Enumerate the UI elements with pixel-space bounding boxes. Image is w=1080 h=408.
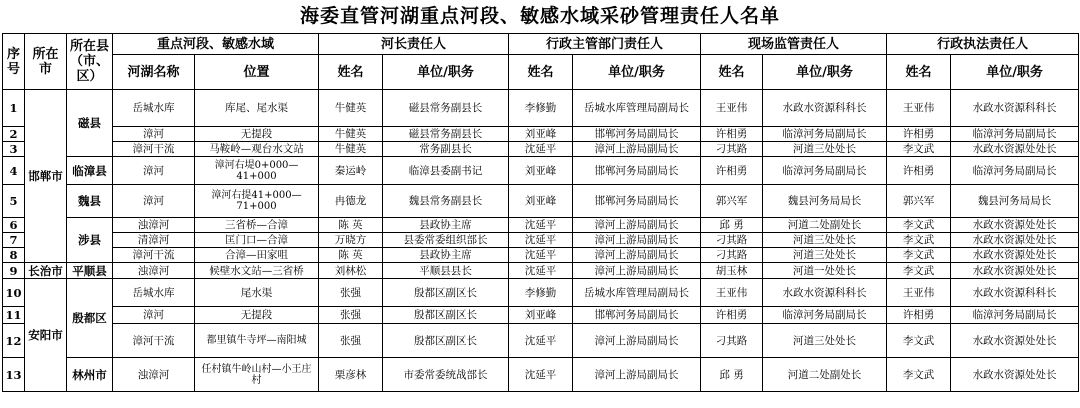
cell-seq: 9: [3, 263, 25, 279]
cell-location: 都里镇牛寺坪—南阳城: [195, 324, 319, 358]
cell-location: 尾水渠: [195, 279, 319, 307]
cell-admin-unit: 邯郸河务局副局长: [573, 127, 701, 142]
cell-enforce-name: 李文武: [887, 248, 951, 263]
cell-admin-unit: 岳城水库管理局副局长: [573, 279, 701, 307]
table-row: [3, 233, 1079, 248]
cell-seq: 1: [3, 90, 25, 127]
cell-enforce-unit: 临漳河务局副局长: [951, 127, 1079, 142]
cell-chief-name: 张强: [319, 279, 383, 307]
cell-admin-name: 沈延平: [509, 324, 573, 358]
cell-seq: 8: [3, 248, 25, 263]
table-row: [3, 248, 1079, 263]
cell-enforce-unit: 水政水资源处处长: [951, 142, 1079, 157]
cell-enforce-name: 许相勇: [887, 127, 951, 142]
cell-chief-name: 牛健英: [319, 90, 383, 127]
cell-location: 漳河右提41+000—71+000: [195, 185, 319, 218]
cell-chief-unit: 魏县常务副县长: [383, 185, 509, 218]
cell-enforce-name: 王亚伟: [887, 90, 951, 127]
cell-location: 漳河右堤0+000—41+000: [195, 157, 319, 185]
header-group-chief: 河长责任人: [319, 34, 509, 55]
cell-site-unit: 临漳河务局副局长: [763, 127, 887, 142]
cell-site-unit: 魏县河务局局长: [763, 185, 887, 218]
table-row: [3, 324, 1079, 358]
header-enforce-unit: 单位/职务: [951, 55, 1079, 90]
cell-enforce-name: 许相勇: [887, 307, 951, 324]
cell-admin-unit: 漳河上游局副局长: [573, 324, 701, 358]
cell-admin-name: 沈延平: [509, 233, 573, 248]
cell-location: 库尾、尾水渠: [195, 90, 319, 127]
cell-site-name: 胡玉林: [701, 263, 763, 279]
responsibility-table: [2, 33, 1079, 392]
cell-enforce-unit: 水政水资源处处长: [951, 233, 1079, 248]
cell-county: 临漳县: [67, 157, 113, 185]
cell-river: 浊漳河: [113, 218, 195, 233]
cell-seq: 2: [3, 127, 25, 142]
header-city: 所在市: [25, 34, 67, 90]
cell-site-name: 许相勇: [701, 307, 763, 324]
table-row: [3, 127, 1079, 142]
cell-enforce-name: 李文武: [887, 233, 951, 248]
cell-site-name: 许相勇: [701, 127, 763, 142]
cell-enforce-name: 郭兴军: [887, 185, 951, 218]
cell-site-name: 刁其路: [701, 324, 763, 358]
cell-chief-unit: 平顺县县长: [383, 263, 509, 279]
cell-site-unit: 河道三处处长: [763, 233, 887, 248]
cell-enforce-unit: 临漳河务局副局长: [951, 157, 1079, 185]
cell-site-unit: 河道二处副处长: [763, 358, 887, 392]
header-group-enforce: 行政执法责任人: [887, 34, 1079, 55]
cell-seq: 12: [3, 324, 25, 358]
cell-chief-unit: 磁县常务副县长: [383, 127, 509, 142]
cell-enforce-unit: 水政水资源处处长: [951, 324, 1079, 358]
cell-admin-name: 沈延平: [509, 263, 573, 279]
cell-site-name: 刁其路: [701, 142, 763, 157]
cell-river: 岳城水库: [113, 279, 195, 307]
cell-county: 涉县: [67, 218, 113, 263]
table-row: [3, 218, 1079, 233]
cell-enforce-name: 李文武: [887, 324, 951, 358]
page-title: 海委直管河湖重点河段、敏感水域采砂管理责任人名单: [299, 5, 780, 27]
cell-location: 无提段: [195, 127, 319, 142]
cell-admin-unit: 漳河上游局副局长: [573, 358, 701, 392]
cell-chief-name: 秦运岭: [319, 157, 383, 185]
cell-seq: 11: [3, 307, 25, 324]
cell-site-name: 王亚伟: [701, 279, 763, 307]
table-row: [3, 279, 1079, 307]
cell-river: 漳河: [113, 157, 195, 185]
cell-site-unit: 河道二处副处长: [763, 218, 887, 233]
cell-seq: 6: [3, 218, 25, 233]
cell-admin-name: 沈延平: [509, 142, 573, 157]
cell-chief-unit: 殷都区副区长: [383, 324, 509, 358]
cell-site-unit: 河道三处处长: [763, 142, 887, 157]
table-row: [3, 157, 1079, 185]
cell-admin-name: 刘亚峰: [509, 185, 573, 218]
header-admin-name: 姓名: [509, 55, 573, 90]
cell-admin-name: 沈延平: [509, 218, 573, 233]
cell-admin-name: 刘亚峰: [509, 127, 573, 142]
cell-admin-unit: 漳河上游局副局长: [573, 142, 701, 157]
cell-enforce-unit: 水政水资源处处长: [951, 218, 1079, 233]
cell-river: 浊漳河: [113, 358, 195, 392]
cell-river: 清漳河: [113, 233, 195, 248]
cell-site-name: 郭兴军: [701, 185, 763, 218]
cell-river: 漳河干流: [113, 324, 195, 358]
cell-admin-name: 李修勤: [509, 279, 573, 307]
cell-enforce-name: 李文武: [887, 263, 951, 279]
cell-chief-unit: 县委常委组织部长: [383, 233, 509, 248]
header-site-name: 姓名: [701, 55, 763, 90]
header-group-site: 现场监管责任人: [701, 34, 887, 55]
cell-site-unit: 河道三处处长: [763, 324, 887, 358]
header-site-unit: 单位/职务: [763, 55, 887, 90]
cell-site-unit: 水政水资源科科长: [763, 279, 887, 307]
cell-seq: 10: [3, 279, 25, 307]
cell-admin-name: 李修勤: [509, 90, 573, 127]
cell-site-name: 王亚伟: [701, 90, 763, 127]
cell-enforce-unit: 水政水资源科科长: [951, 279, 1079, 307]
cell-admin-name: 沈延平: [509, 358, 573, 392]
cell-site-name: 许相勇: [701, 157, 763, 185]
cell-admin-name: 刘亚峰: [509, 157, 573, 185]
cell-seq: 4: [3, 157, 25, 185]
cell-seq: 3: [3, 142, 25, 157]
cell-river: 漳河: [113, 127, 195, 142]
cell-river: 岳城水库: [113, 90, 195, 127]
cell-admin-unit: 邯郸河务局副局长: [573, 307, 701, 324]
cell-site-unit: 水政水资源科科长: [763, 90, 887, 127]
cell-admin-unit: 漳河上游局副局长: [573, 233, 701, 248]
cell-enforce-name: 李文武: [887, 358, 951, 392]
table-row: [3, 358, 1079, 392]
cell-enforce-unit: 水政水资源处处长: [951, 358, 1079, 392]
cell-site-unit: 河道三处处长: [763, 248, 887, 263]
header-group-river: 重点河段、敏感水域: [113, 34, 319, 55]
cell-chief-unit: 磁县常务副县长: [383, 90, 509, 127]
cell-site-name: 刁其路: [701, 248, 763, 263]
cell-chief-name: 万晓方: [319, 233, 383, 248]
cell-river: 漳河干流: [113, 248, 195, 263]
cell-enforce-unit: 水政水资源处处长: [951, 248, 1079, 263]
cell-chief-name: 张强: [319, 324, 383, 358]
table-body: [3, 90, 1079, 392]
table-row: [3, 90, 1079, 127]
cell-county: 磁县: [67, 90, 113, 157]
cell-chief-name: 牛健英: [319, 127, 383, 142]
header-seq: 序号: [3, 34, 25, 90]
cell-chief-name: 张强: [319, 307, 383, 324]
cell-admin-unit: 岳城水库管理局副局长: [573, 90, 701, 127]
cell-location: 合漳—田家咀: [195, 248, 319, 263]
cell-admin-name: 刘亚峰: [509, 307, 573, 324]
header-location: 位置: [195, 55, 319, 90]
cell-location: 三省桥—合漳: [195, 218, 319, 233]
header-group-admin: 行政主管部门责任人: [509, 34, 701, 55]
table-row: [3, 263, 1079, 279]
cell-site-unit: 临漳河务局副局长: [763, 157, 887, 185]
cell-river: 漳河: [113, 185, 195, 218]
cell-enforce-unit: 临漳河务局副局长: [951, 307, 1079, 324]
cell-location: 任村镇牛岭山村—小王庄村: [195, 358, 319, 392]
cell-enforce-name: 李文武: [887, 218, 951, 233]
header-chief-unit: 单位/职务: [383, 55, 509, 90]
cell-county: 平顺县: [67, 263, 113, 279]
header-admin-unit: 单位/职务: [573, 55, 701, 90]
cell-chief-unit: 殷都区副区长: [383, 279, 509, 307]
table-row: [3, 185, 1079, 218]
cell-site-name: 邱 勇: [701, 358, 763, 392]
cell-admin-name: 沈延平: [509, 248, 573, 263]
cell-site-name: 邱 勇: [701, 218, 763, 233]
cell-river: 漳河: [113, 307, 195, 324]
cell-county: 殷都区: [67, 279, 113, 358]
cell-location: 候壁水文站—三省桥: [195, 263, 319, 279]
header-enforce-name: 姓名: [887, 55, 951, 90]
cell-location: 无提段: [195, 307, 319, 324]
cell-seq: 13: [3, 358, 25, 392]
cell-chief-unit: 殷都区副区长: [383, 307, 509, 324]
cell-admin-unit: 漳河上游局副局长: [573, 248, 701, 263]
cell-enforce-name: 李文武: [887, 142, 951, 157]
cell-city: 安阳市: [25, 279, 67, 392]
cell-site-unit: 临漳河务局副局长: [763, 307, 887, 324]
cell-county: 林州市: [67, 358, 113, 392]
cell-admin-unit: 漳河上游局副局长: [573, 218, 701, 233]
cell-county: 魏县: [67, 185, 113, 218]
cell-location: 马鞍岭—观台水文站: [195, 142, 319, 157]
table-row: [3, 142, 1079, 157]
cell-city: 长治市: [25, 263, 67, 279]
table-row: [3, 307, 1079, 324]
cell-chief-unit: 市委常委统战部长: [383, 358, 509, 392]
header-chief-name: 姓名: [319, 55, 383, 90]
cell-admin-unit: 邯郸河务局副局长: [573, 157, 701, 185]
cell-seq: 7: [3, 233, 25, 248]
table-header: [3, 34, 1079, 90]
cell-chief-name: 冉德龙: [319, 185, 383, 218]
cell-chief-name: 陈 英: [319, 248, 383, 263]
cell-chief-name: 栗彦林: [319, 358, 383, 392]
cell-chief-name: 刘林松: [319, 263, 383, 279]
cell-chief-unit: 县政协主席: [383, 218, 509, 233]
cell-chief-name: 陈 英: [319, 218, 383, 233]
cell-site-unit: 河道一处处长: [763, 263, 887, 279]
cell-enforce-unit: 水政水资源科科长: [951, 90, 1079, 127]
cell-seq: 5: [3, 185, 25, 218]
cell-river: 漳河干流: [113, 142, 195, 157]
cell-river: 浊漳河: [113, 263, 195, 279]
cell-location: 匡门口—合漳: [195, 233, 319, 248]
cell-admin-unit: 邯郸河务局副局长: [573, 185, 701, 218]
cell-chief-name: 牛健英: [319, 142, 383, 157]
cell-city: 邯郸市: [25, 90, 67, 263]
cell-admin-unit: 漳河上游局副局长: [573, 263, 701, 279]
cell-enforce-unit: 魏县河务局局长: [951, 185, 1079, 218]
cell-chief-unit: 常务副县长: [383, 142, 509, 157]
cell-chief-unit: 县政协主席: [383, 248, 509, 263]
header-county: 所在县（市、区）: [67, 34, 113, 90]
cell-chief-unit: 临漳县委副书记: [383, 157, 509, 185]
header-river-name: 河湖名称: [113, 55, 195, 90]
cell-site-name: 刁其路: [701, 233, 763, 248]
cell-enforce-unit: 水政水资源处处长: [951, 263, 1079, 279]
cell-enforce-name: 许相勇: [887, 157, 951, 185]
cell-enforce-name: 王亚伟: [887, 279, 951, 307]
